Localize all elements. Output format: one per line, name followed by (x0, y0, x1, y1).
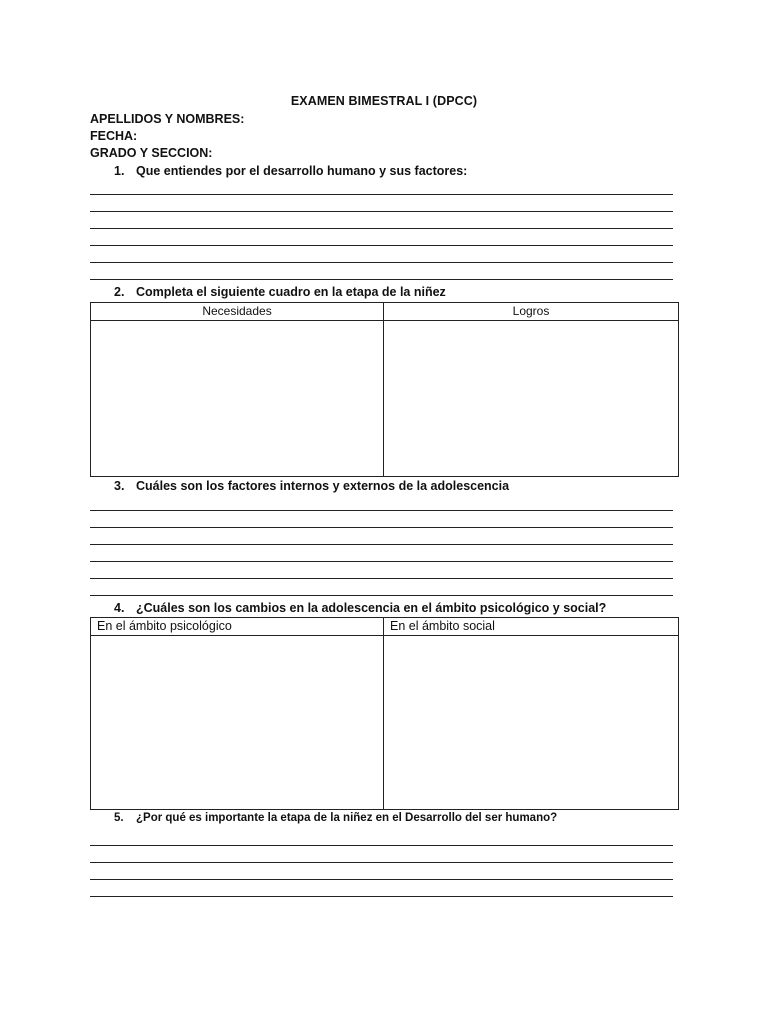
question-text: Que entiendes por el desarrollo humano y sus factores: (136, 164, 468, 178)
column-header-needs: Necesidades (91, 303, 384, 321)
answer-line[interactable] (90, 228, 673, 229)
answer-line[interactable] (90, 527, 673, 528)
question-2 (114, 285, 446, 299)
answer-line[interactable] (90, 862, 673, 863)
adolescence-changes-table (90, 617, 679, 810)
question-text: ¿Cuáles son los cambios en la adolescencia en el ámbito psicológico y social? (136, 601, 607, 615)
answer-line[interactable] (90, 578, 673, 579)
question-number: 4. (114, 601, 125, 615)
achievements-answer-cell[interactable] (384, 321, 679, 477)
column-header-psychological: En el ámbito psicológico (91, 618, 384, 636)
names-field-label: APELLIDOS Y NOMBRES: (90, 112, 245, 126)
question-number: 2. (114, 285, 125, 299)
answer-line[interactable] (90, 896, 673, 897)
column-header-achievements: Logros (384, 303, 679, 321)
question-number: 1. (114, 164, 125, 178)
answer-line[interactable] (90, 561, 673, 562)
question-text: ¿Por qué es importante la etapa de la niñez en el Desarrollo del ser humano? (136, 812, 558, 824)
question-number: 3. (114, 479, 125, 493)
question-3 (114, 479, 509, 493)
answer-line[interactable] (90, 245, 673, 246)
grade-field-label: GRADO Y SECCION: (90, 146, 213, 160)
answer-line[interactable] (90, 879, 673, 880)
social-answer-cell[interactable] (384, 636, 679, 810)
question-1 (114, 164, 467, 178)
answer-line[interactable] (90, 279, 673, 280)
question-text: Completa el siguiente cuadro en la etapa de la niñez (136, 285, 446, 299)
answer-line[interactable] (90, 194, 673, 195)
column-header-social: En el ámbito social (384, 618, 679, 636)
question-5 (114, 812, 557, 824)
psychological-answer-cell[interactable] (91, 636, 384, 810)
answer-line[interactable] (90, 845, 673, 846)
answer-line[interactable] (90, 510, 673, 511)
answer-line[interactable] (90, 262, 673, 263)
date-field-label: FECHA: (90, 129, 138, 143)
answer-line[interactable] (90, 544, 673, 545)
question-text: Cuáles son los factores internos y externos de la adolescencia (136, 479, 510, 493)
answer-line[interactable] (90, 211, 673, 212)
question-4 (114, 601, 606, 615)
answer-line[interactable] (90, 595, 673, 596)
exam-title: EXAMEN BIMESTRAL I (DPCC) (290, 94, 478, 108)
question-number: 5. (114, 812, 124, 824)
needs-answer-cell[interactable] (91, 321, 384, 477)
childhood-table (90, 302, 679, 477)
